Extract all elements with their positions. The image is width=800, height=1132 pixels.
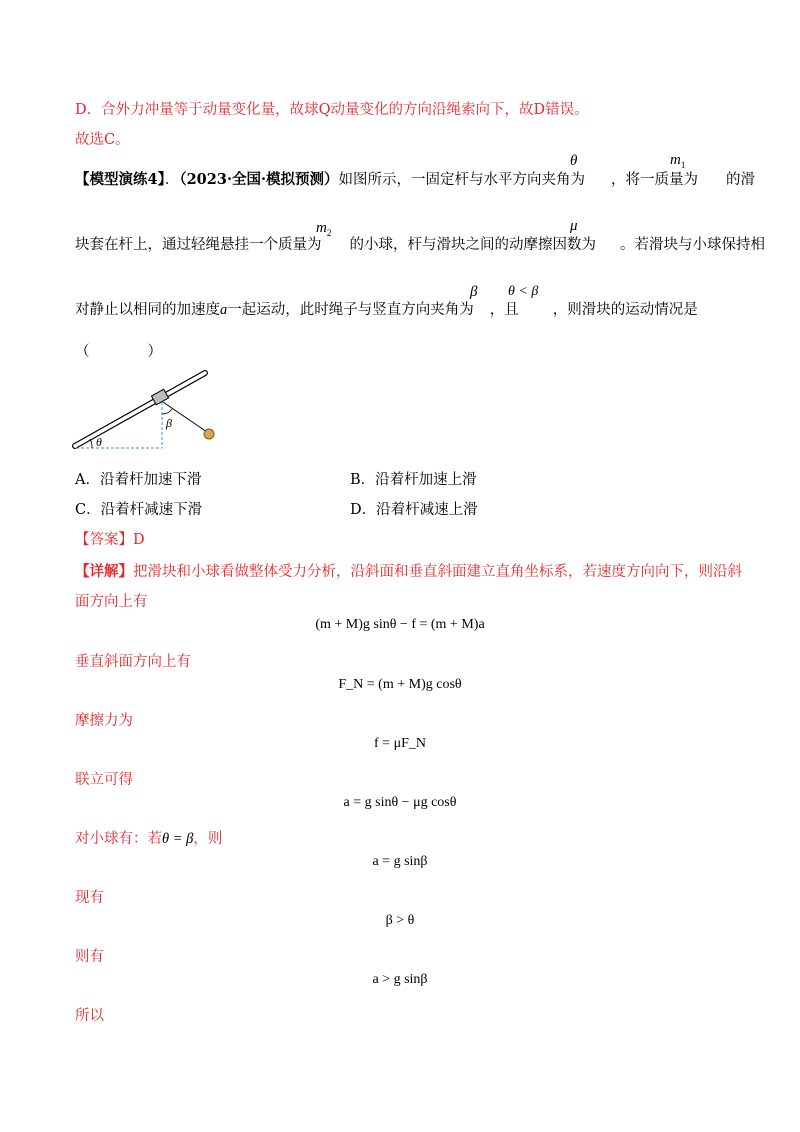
ball <box>204 429 214 439</box>
beta-arc <box>162 409 172 414</box>
detail-perp-text: 垂直斜面方向上有 <box>75 654 191 670</box>
equation-3: f = μF_N <box>374 736 426 751</box>
option-a: A．沿着杆加速下滑 <box>75 472 202 488</box>
ball-condition: θ = β <box>162 831 194 847</box>
theta-arc <box>90 439 92 448</box>
detail-friction-text: 摩擦力为 <box>75 713 133 729</box>
incline-figure <box>70 366 230 458</box>
question-line-3 <box>75 298 698 319</box>
prev-option-d: D．合外力冲量等于动量变化量，故球Q动量变化的方向沿绳索向下，故D错误。 <box>75 102 589 118</box>
theta-label: θ <box>96 435 102 449</box>
equation-5: a = g sinβ <box>372 854 428 869</box>
question-text: 的滑 <box>726 172 756 188</box>
detail-label: 【详解】 <box>75 563 133 580</box>
question-text: 块套在杆上，通过轻绳悬挂一个质量为 <box>75 237 322 253</box>
question-text: ，将一质量为 <box>611 172 699 188</box>
condition-theta-lt-beta: θ < β <box>508 284 539 299</box>
question-dot: ． <box>164 172 180 188</box>
question-text: 一起运动，此时绳子与竖直方向夹角为 <box>227 302 474 318</box>
question-text: 。若滑块与小球保持相 <box>620 237 765 253</box>
answer-paren: （ ） <box>75 344 162 360</box>
m1-subscript: 1 <box>680 160 686 170</box>
question-source: （2023·全国·模拟预测） <box>179 171 339 188</box>
equation-4: a = g sinθ − μg cosθ <box>343 795 457 810</box>
m2-subscript: 2 <box>326 228 332 238</box>
detail-text: 把滑块和小球看做整体受力分析，沿斜面和垂直斜面建立直角坐标系，若速度方向向下，则沿斜 <box>133 564 742 580</box>
detail-line-2: 面方向上有 <box>75 594 148 610</box>
question-text: ，且 <box>489 302 519 318</box>
m2-symbol <box>316 220 331 238</box>
detail-so-text: 所以 <box>75 1008 104 1024</box>
question-text: 如图所示，一固定杆与水平方向夹角为 <box>338 172 586 188</box>
question-line-2 <box>75 233 765 254</box>
beta-symbol: β <box>470 284 478 300</box>
detail-text: 对小球有：若 <box>75 831 162 847</box>
prev-choice: 故选C。 <box>75 132 130 148</box>
answer-label: 【答案】D <box>75 532 145 548</box>
mu-symbol: μ <box>570 218 578 234</box>
detail-ball-line <box>75 827 222 848</box>
detail-then-text: 则有 <box>75 949 104 965</box>
beta-label: β <box>166 416 172 430</box>
accel-symbol: a <box>220 302 228 318</box>
detail-text: ，则 <box>193 831 223 847</box>
equation-7: a > g sinβ <box>372 972 428 987</box>
equation-1: (m + M)g sinθ − f = (m + M)a <box>315 617 485 632</box>
question-text: ，则滑块的运动情况是 <box>552 302 698 318</box>
equation-2: F_N = (m + M)g cosθ <box>338 677 462 692</box>
question-text: 的小球，杆与滑块之间的动摩擦因数为 <box>349 237 596 253</box>
question-line-1 <box>75 168 755 189</box>
option-b: B．沿着杆加速上滑 <box>350 472 477 488</box>
equation-6: β > θ <box>385 913 415 928</box>
detail-line-1 <box>75 560 742 581</box>
option-d: D．沿着杆减速上滑 <box>350 502 478 518</box>
theta-symbol: θ <box>570 153 578 169</box>
question-text: 对静止以相同的加速度 <box>75 302 220 318</box>
m1-symbol <box>670 152 685 170</box>
question-tag: 【模型演练4】 <box>75 171 165 188</box>
m2-letter: m <box>316 220 327 236</box>
rod <box>75 373 205 446</box>
detail-combine-text: 联立可得 <box>75 772 133 788</box>
m1-letter: m <box>670 152 681 168</box>
option-c: C．沿着杆减速下滑 <box>75 502 203 518</box>
detail-now-text: 现有 <box>75 890 104 906</box>
